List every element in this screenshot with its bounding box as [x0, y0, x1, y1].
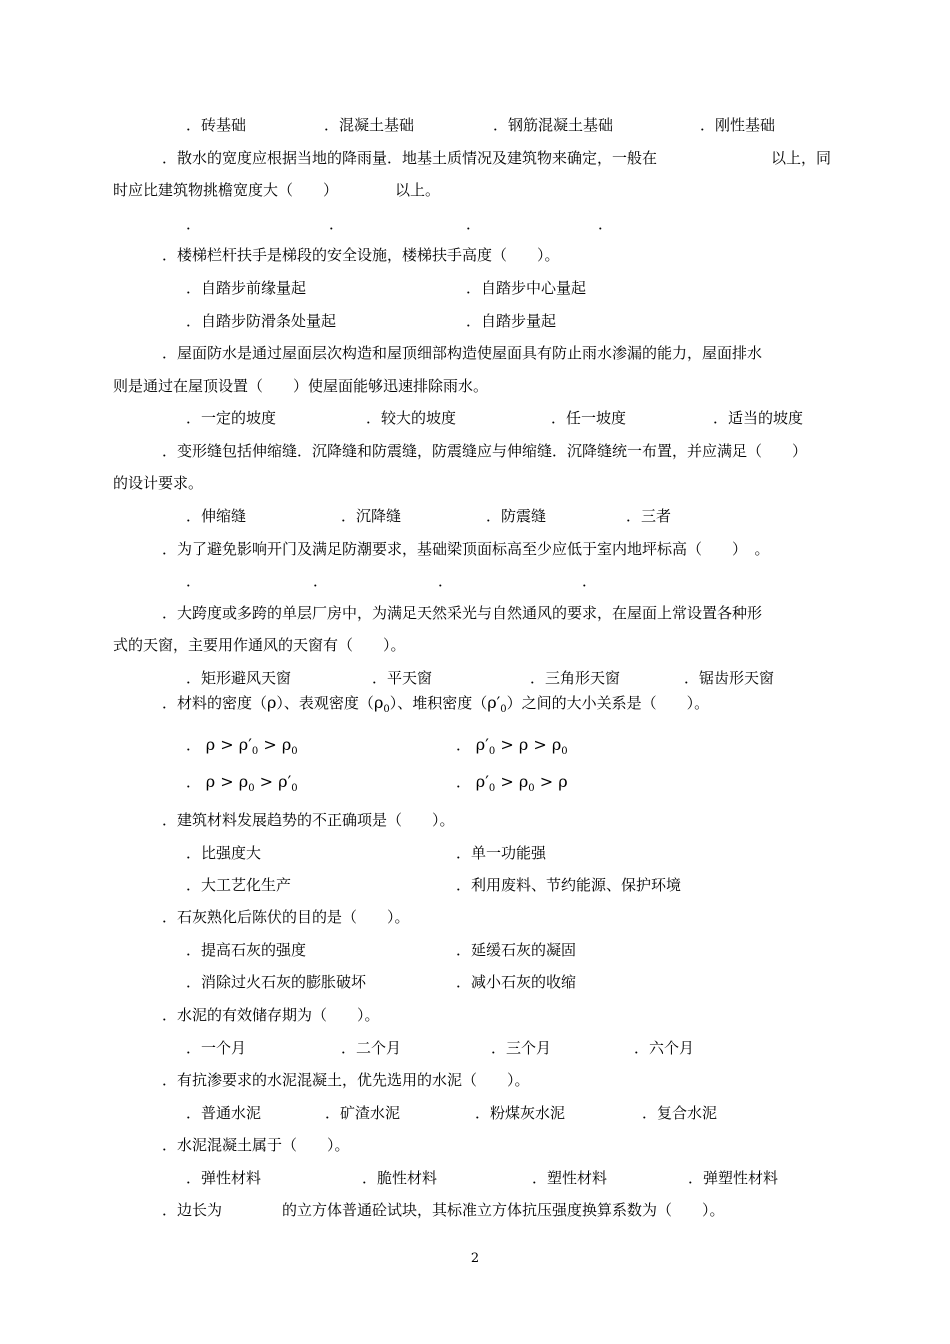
question-text: 时应比建筑物挑檐宽度大（ ） [113, 181, 339, 199]
option-c: ．三角形天窗 [530, 669, 621, 687]
question-text-part: ）、堆积密度（ [389, 694, 488, 712]
question-text: 的立方体普通砼试块，其标准立方体抗压强度换算系数为（ ）。 [282, 1201, 725, 1219]
option-c [186, 772, 298, 799]
option-d: ．利用废料、节约能源、保护环境 [456, 876, 682, 894]
question-text: ．散水的宽度应根据当地的降雨量．地基土质情况及建筑物来确定，一般在 [162, 149, 658, 167]
option-a: ．矩形避风天窗 [186, 669, 292, 687]
option-a: ．提高石灰的强度 [186, 941, 307, 959]
question-text-part: ）之间的大小关系是（ ）。 [506, 694, 710, 712]
option-b: ．较大的坡度 [366, 409, 457, 427]
subscript: 0 [500, 704, 507, 715]
question-text: 以上。 [395, 181, 441, 199]
question-text: 式的天窗，主要用作通风的天窗有（ ）。 [113, 636, 406, 654]
option-b: ．混凝土基础 [324, 116, 415, 134]
option-prefix: ． [456, 773, 472, 791]
question-text: ．建筑材料发展趋势的不正确项是（ ）。 [162, 811, 455, 829]
option-b: ．脆性材料 [362, 1169, 438, 1187]
option-b: ．单一功能强 [456, 844, 547, 862]
option-a [186, 735, 298, 762]
subscript: 0 [383, 704, 390, 715]
option-d [456, 772, 568, 799]
question-text: ．为了避免影响开门及满足防潮要求，基础梁顶面标高至少应低于室内地坪标高（ ） 。 [162, 540, 770, 558]
option-a: ．一个月 [186, 1039, 247, 1057]
option-d: ．自踏步量起 [466, 312, 557, 330]
option-d: ．复合水泥 [642, 1104, 718, 1122]
option-c: ．塑性材料 [532, 1169, 608, 1187]
question-text: 的设计要求。 [113, 474, 204, 492]
option-c: ．三个月 [491, 1039, 552, 1057]
option-d: ．锯齿形天窗 [684, 669, 775, 687]
question-text: ．楼梯栏杆扶手是梯段的安全设施，楼梯扶手高度（ ）。 [162, 246, 560, 264]
formula: $\rho > \rho_0 > \rho'_0$ [205, 772, 298, 795]
question-text: ．石灰熟化后陈伏的目的是（ ）。 [162, 908, 410, 926]
question-text: ．边长为 [162, 1201, 223, 1219]
option-c: ．钢筋混凝土基础 [493, 116, 614, 134]
rho-symbol: ρ [373, 693, 384, 712]
option-d: ．刚性基础 [700, 116, 776, 134]
option-a: ．比强度大 [186, 844, 262, 862]
prime-symbol: ′ [496, 693, 501, 712]
question-text: ．水泥的有效储存期为（ ）。 [162, 1006, 380, 1024]
option-c: ．大工艺化生产 [186, 876, 292, 894]
option-a: ．普通水泥 [186, 1104, 262, 1122]
formula: $\rho'_0 > \rho > \rho_0$ [475, 735, 568, 758]
question-text: 以上，同 [771, 149, 832, 167]
question-text-part: ．材料的密度（ [162, 694, 268, 712]
option-a: ．伸缩缝 [186, 507, 247, 525]
rho-symbol: ρ [267, 693, 277, 712]
question-text: ．大跨度或多跨的单层厂房中，为满足天然采光与自然通风的要求，在屋面上常设置各种形 [162, 604, 763, 622]
option-b: ．二个月 [341, 1039, 402, 1057]
page-number: 2 [470, 1251, 480, 1266]
formula: $\rho > \rho'_0 > \rho_0$ [205, 735, 298, 758]
option-d: ．减小石灰的收缩 [456, 973, 577, 991]
option-d: ． [598, 215, 614, 233]
option-b: ．矿渣水泥 [325, 1104, 401, 1122]
option-a: ．一定的坡度 [186, 409, 277, 427]
question-text: ．有抗渗要求的水泥混凝土，优先选用的水泥（ ）。 [162, 1071, 530, 1089]
option-c: ．防震缝 [486, 507, 547, 525]
question-text-part: ）、表观密度（ [276, 694, 374, 712]
rho-symbol: ρ [487, 693, 497, 712]
option-prefix: ． [186, 736, 202, 754]
option-c: ．粉煤灰水泥 [475, 1104, 566, 1122]
option-d: ．弹塑性材料 [688, 1169, 779, 1187]
option-a: ．砖基础 [186, 116, 247, 134]
question-text: ．屋面防水是通过屋面层次构造和屋顶细部构造使屋面具有防止雨水渗漏的能力，屋面排水 [162, 344, 763, 362]
option-b: ．自踏步中心量起 [466, 279, 587, 297]
option-b: ．延缓石灰的凝固 [456, 941, 577, 959]
option-b: ． [313, 572, 329, 590]
option-a: ．弹性材料 [186, 1169, 262, 1187]
question-text [162, 693, 709, 720]
question-text: ．水泥混凝土属于（ ）。 [162, 1136, 350, 1154]
option-c: ．任一坡度 [551, 409, 627, 427]
option-a: ．自踏步前缘量起 [186, 279, 307, 297]
option-prefix: ． [456, 736, 472, 754]
option-prefix: ． [186, 773, 202, 791]
option-d: ．适当的坡度 [713, 409, 804, 427]
option-d: ．三者 [626, 507, 672, 525]
option-b [456, 735, 568, 762]
option-d: ． [582, 572, 598, 590]
question-text: ．变形缝包括伸缩缝．沉降缝和防震缝，防震缝应与伸缩缝．沉降缝统一布置，并应满足（ ） [162, 442, 808, 460]
option-c: ． [466, 215, 482, 233]
option-b: ．平天窗 [372, 669, 433, 687]
option-b: ．沉降缝 [341, 507, 402, 525]
option-c: ． [438, 572, 454, 590]
option-b: ． [329, 215, 345, 233]
option-c: ．自踏步防滑条处量起 [186, 312, 337, 330]
option-d: ．六个月 [634, 1039, 695, 1057]
option-a: ． [186, 572, 202, 590]
option-c: ．消除过火石灰的膨胀破坏 [186, 973, 367, 991]
formula: $\rho'_0 > \rho_0 > \rho$ [475, 772, 568, 795]
question-text: 则是通过在屋顶设置（ ）使屋面能够迅速排除雨水。 [113, 377, 489, 395]
option-a: ． [186, 215, 202, 233]
